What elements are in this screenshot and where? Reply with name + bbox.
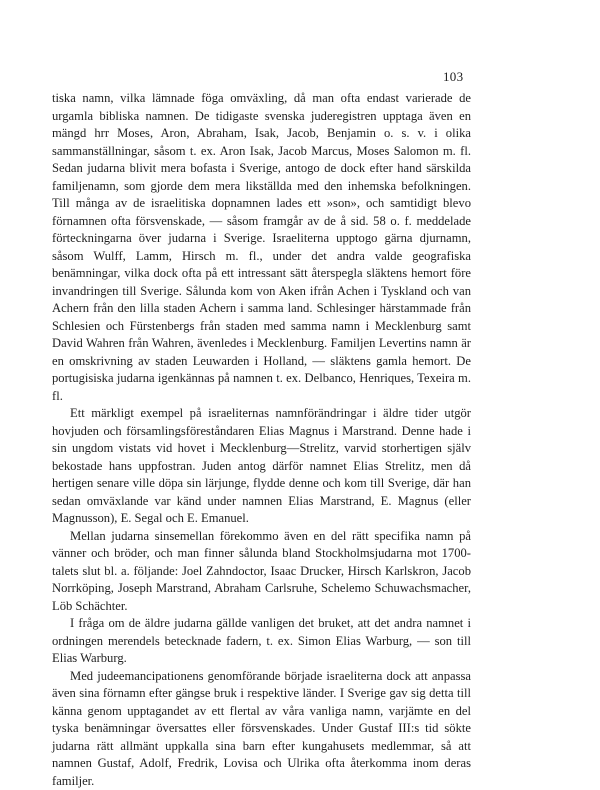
page-number: 103 [443, 69, 463, 85]
footnote: Ett märkligt exempel på israeliternas namnförändringar i äldre tider utgör hovjuden och församlingsföreståndaren Elias Magnus i Marstrand. Denne hade i sin ungdom vistats vid hovet i Mecklenburg—Strelitz, varvid storhertigen själv bekostade hans uppfostran. Juden antog därför namnet Elias Strelitz, men då hertigen senare ville döpa sin lärjunge, flydde denne och kom till Sverige, där han sedan omväxlande var känd under namnen Elias Marstrand, E. Magnus (eller Magnusson), E. Segal och E. Emanuel. [52, 405, 471, 528]
paragraph-4: Med judeemancipationens genomförande började israeliterna dock att anpassa även sina förnamn efter gängse bruk i respektive länder. I Sverige gav sig detta till känna genom upptagandet av ett flertal av våra vanliga namn, varjämte en del tyska benämningar översattes eller försvenskades. Under Gustaf III:s tid sökte judarna rätt allmänt uppkalla sina barn efter kungahusets medlemmar, så att namnen Gustaf, Adolf, Fredrik, Lovisa och Ulrika ofta återkomma inom deras familjer. [52, 668, 471, 790]
paragraph-2: Mellan judarna sinsemellan förekommo även en del rätt specifika namn på vänner och bröder, och man finner sålunda bland Stockholmsjudarna mot 1700-talets slut bl. a. följande: Joel Zahndoctor, Isaac Drucker, Hirsch Karlskron, Jacob Norrköping, Joseph Marstrand, Abraham Carlsruhe, Schelemo Schuwachsmacher, Löb Schächter. [52, 528, 471, 616]
paragraph-1: tiska namn, vilka lämnade föga omväxling, då man ofta endast varierade de urgamla bibliska namnen. De tidigaste svenska juderegistren upptaga även en mängd hrr Moses, Aron, Abraham, Isak, Jacob, Benjamin o. s. v. i olika sammanställningar, såsom t. ex. Aron Isak, Jacob Marcus, Moses Salomon m. fl. Sedan judarna blivit mera bofasta i Sverige, antogo de dock efter hand särskilda familjenamn, som gjorde dem mera likställda med den inhemska befolkningen. Till många av de israelitiska dopnamnen lades ett »son», och samtidigt blevo förnamnen ofta försvenskade, — såsom framgår av de å sid. 58 o. f. meddelade förteckningarna över judarna i Sverige. Israeliterna upptogo gärna djurnamn, såsom Wulff, Lamm, Hirsch m. fl., under det andra valde geografiska benämningar, vilka dock ofta på ett intressant sätt återspegla släktens hemort före invandringen till Sverige. Sålunda kom von Aken ifrån Achen i Tyskland och van Achern från den lilla staden Achern i samma land. Schlesinger härstammade från Schlesien och Fürstenbergs från staden med samma namn i Mecklenburg samt David Wahren från Wahren, ävenledes i Mecklenburg. Familjen Levertins namn är en omskrivning av staden Leuwarden i Holland, — släktens gamla hemort. De portugisiska judarna igenkännas på namnen t. ex. Delbanco, Henriques, Texeira m. fl. [52, 90, 471, 405]
paragraph-3: I fråga om de äldre judarna gällde vanligen det bruket, att det andra namnet i ordningen merendels betecknade fadern, t. ex. Simon Elias Warburg, — son till Elias Warburg. [52, 615, 471, 668]
body-text [52, 90, 471, 790]
